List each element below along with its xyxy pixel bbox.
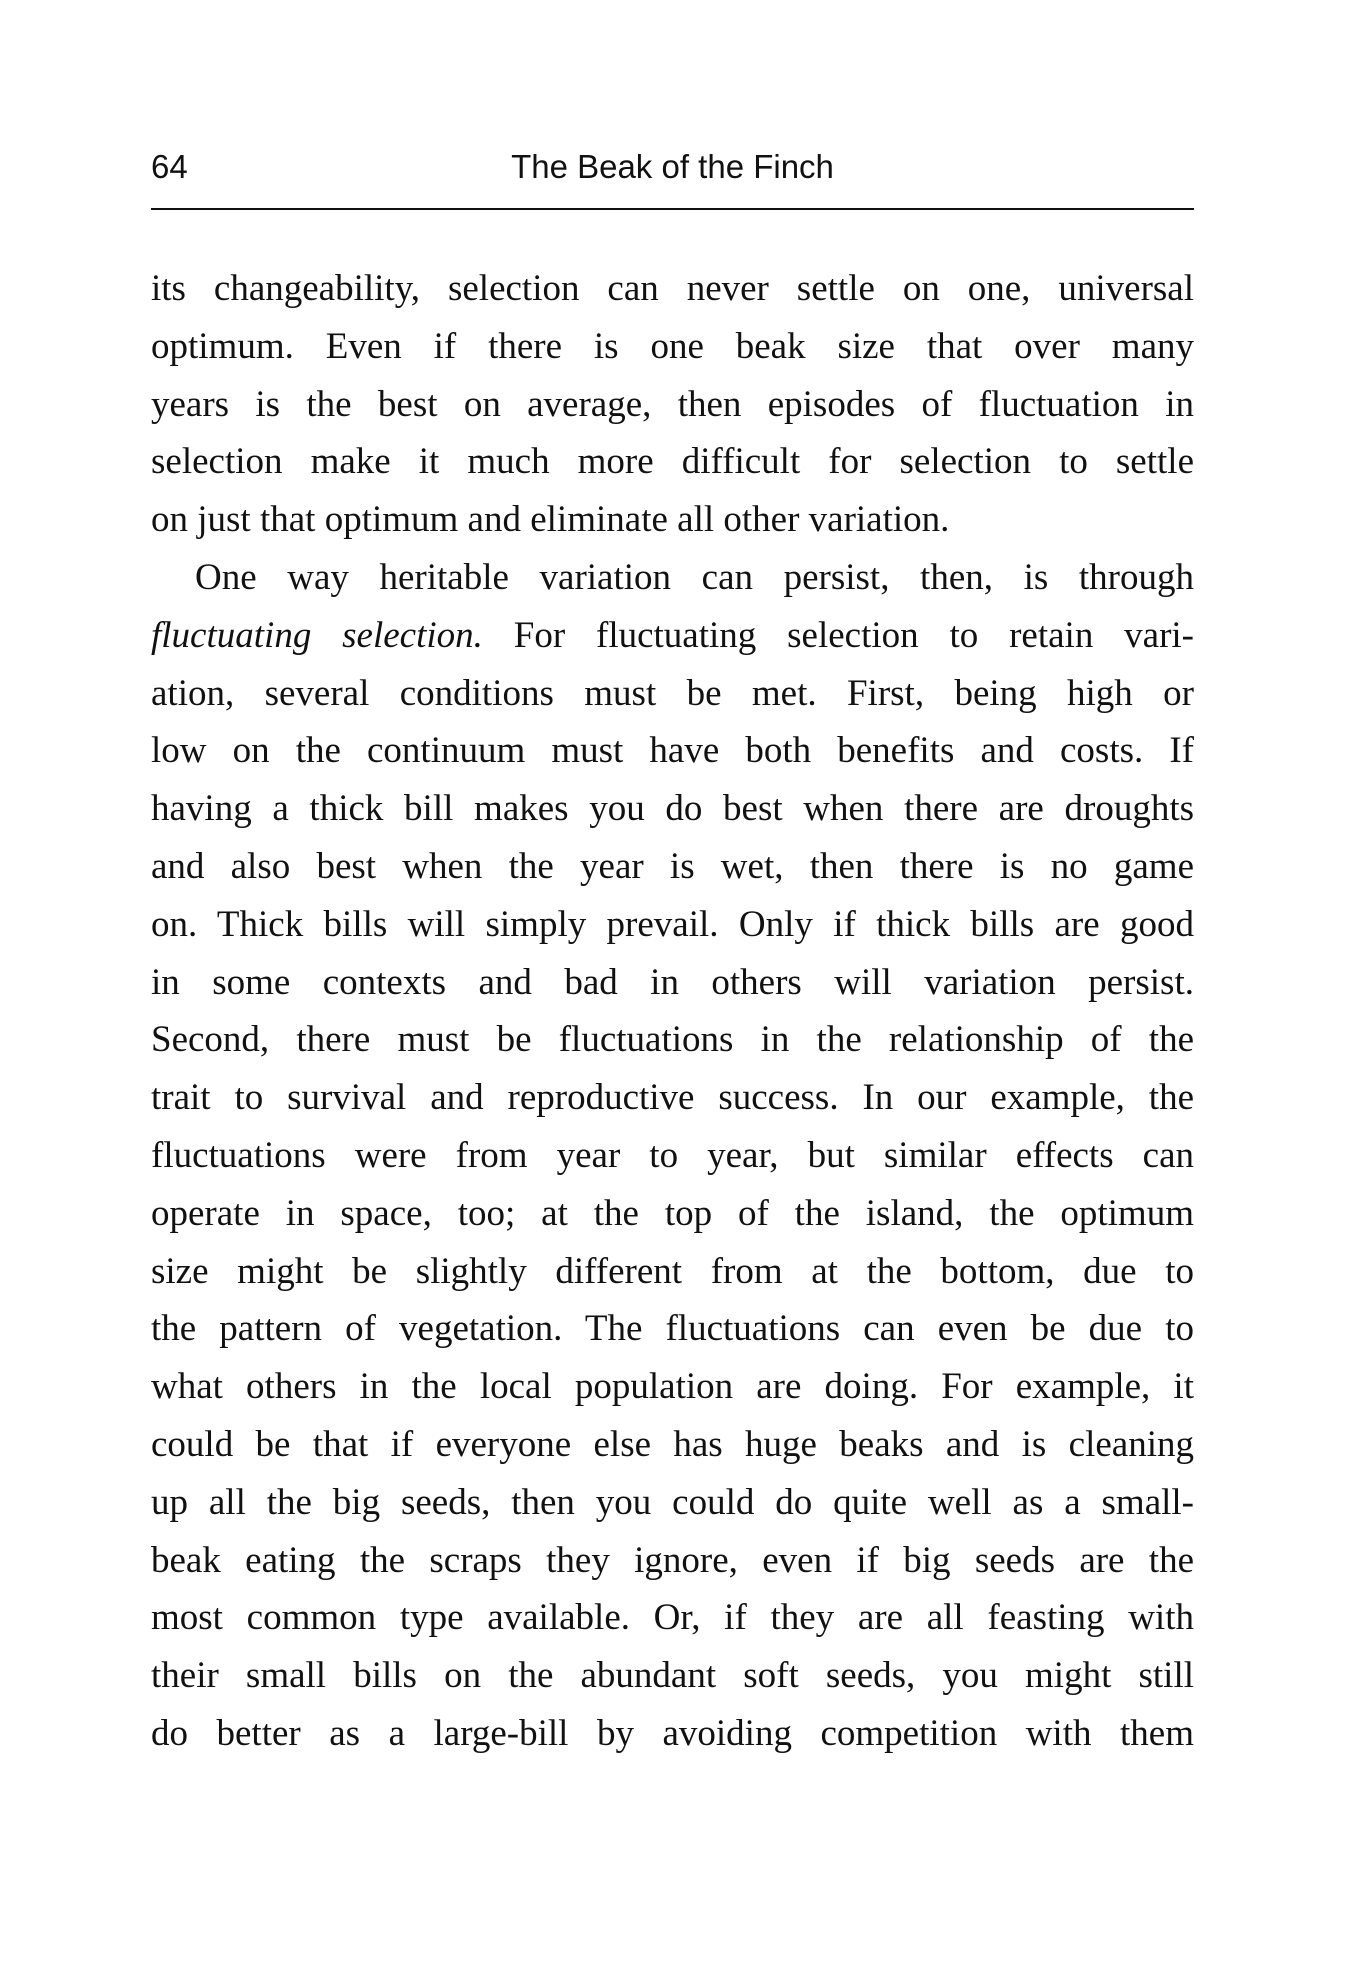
text-line: operate in space, too; at the top of the island, the optimum (151, 1192, 1194, 1234)
text-line: their small bills on the abundant soft seeds, you might still (151, 1655, 1194, 1697)
text-run: For fluctuating selection to retain vari- (482, 614, 1194, 656)
text-line: having a thick bill makes you do best when there are droughts (151, 788, 1194, 830)
text-line: could be that if everyone else has huge beaks and is cleaning (151, 1423, 1194, 1465)
emphasis-term: fluctuating selection. (151, 614, 483, 656)
text-line: Second, there must be fluctuations in the relationship of the (151, 1019, 1194, 1061)
text-line (151, 607, 1194, 665)
body-text (151, 260, 1194, 1763)
text-line: in some contexts and bad in others will variation persist. (151, 961, 1194, 1003)
text-line: and also best when the year is wet, then there is no game (151, 845, 1194, 887)
text-line: selection make it much more difficult for selection to settle (151, 441, 1194, 483)
text-line: fluctuations were from year to year, but similar effects can (151, 1134, 1194, 1176)
text-line: what others in the local population are doing. For example, it (151, 1366, 1194, 1408)
text-line: on just that optimum and eliminate all other variation. (151, 499, 950, 541)
book-title: The Beak of the Finch (511, 148, 834, 185)
text-line: up all the big seeds, then you could do quite well as a small- (151, 1481, 1194, 1523)
text-line: size might be slightly different from at the bottom, due to (151, 1250, 1194, 1292)
text-line: do better as a large-bill by avoiding competition with them (151, 1712, 1194, 1754)
paragraph (151, 260, 1194, 549)
text-line: low on the continuum must have both benefits and costs. If (151, 730, 1194, 772)
text-line: years is the best on average, then episodes of fluctuation in (151, 383, 1194, 425)
page-number: 64 (151, 148, 188, 185)
text-line: most common type available. Or, if they are all feasting with (151, 1597, 1194, 1639)
text-line: the pattern of vegetation. The fluctuations can even be due to (151, 1308, 1194, 1350)
text-line: its changeability, selection can never settle on one, universal (151, 268, 1194, 309)
text-line: trait to survival and reproductive success. In our example, the (151, 1077, 1194, 1119)
running-head (151, 142, 1194, 192)
paragraph (151, 549, 1194, 1763)
text-line: beak eating the scraps they ignore, even if big seeds are the (151, 1539, 1194, 1581)
text-line: optimum. Even if there is one beak size that over many (151, 325, 1194, 367)
header-rule (151, 208, 1194, 210)
text-line: One way heritable variation can persist, then, is through (195, 556, 1194, 598)
text-line: on. Thick bills will simply prevail. Only if thick bills are good (151, 903, 1194, 945)
text-line: ation, several conditions must be met. First, being high or (151, 672, 1194, 714)
